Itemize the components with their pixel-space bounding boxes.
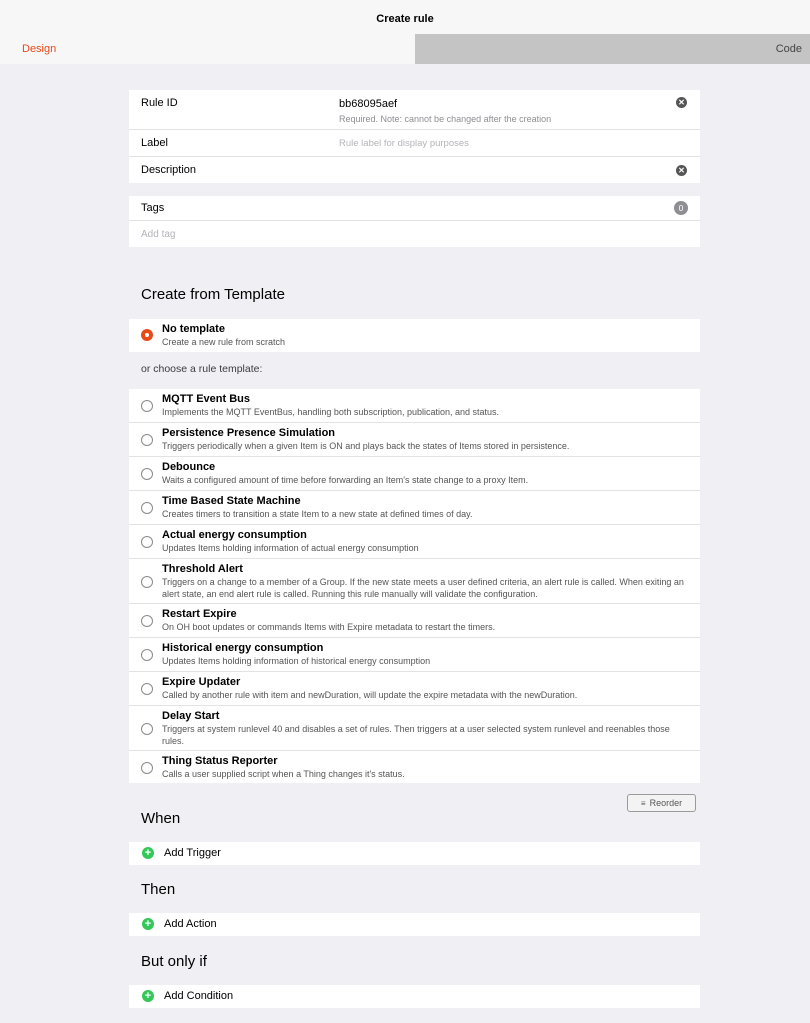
template-radio[interactable] <box>141 502 153 514</box>
no-template-title: No template <box>162 323 225 335</box>
template-list <box>129 389 700 783</box>
label-row <box>129 130 700 157</box>
clear-rule-id-icon[interactable]: ✕ <box>676 97 687 108</box>
template-title: MQTT Event Bus <box>162 393 251 405</box>
add-action-label: Add Action <box>164 918 217 930</box>
when-heading: When <box>141 810 181 827</box>
template-title: Expire Updater <box>162 676 241 688</box>
template-title: Delay Start <box>162 710 220 722</box>
template-option[interactable] <box>129 423 700 457</box>
label-input[interactable]: Rule label for display purposes <box>339 138 469 149</box>
template-desc: Triggers at system runlevel 40 and disables a set of rules. Then triggers at a user selected system runlevel and reenables those rules. <box>162 724 670 746</box>
template-title: Historical energy consumption <box>162 642 324 654</box>
tab-design[interactable]: Design <box>0 34 415 64</box>
template-option[interactable] <box>129 638 700 672</box>
choose-template-label: or choose a rule template: <box>141 363 263 375</box>
template-radio[interactable] <box>141 762 153 774</box>
template-option[interactable] <box>129 559 700 604</box>
template-radio[interactable] <box>141 723 153 735</box>
template-title: Debounce <box>162 461 216 473</box>
template-title: Persistence Presence Simulation <box>162 427 336 439</box>
template-desc: Updates Items holding information of historical energy consumption <box>162 656 431 666</box>
navbar <box>0 0 810 38</box>
add-condition-button[interactable] <box>129 985 700 1008</box>
no-template-desc: Create a new rule from scratch <box>162 337 286 347</box>
add-action-button[interactable] <box>129 913 700 936</box>
when-card <box>129 842 700 865</box>
template-radio[interactable] <box>141 400 153 412</box>
template-radio[interactable] <box>141 615 153 627</box>
template-title: Threshold Alert <box>162 563 243 575</box>
template-radio[interactable] <box>141 536 153 548</box>
only-if-card <box>129 985 700 1008</box>
add-trigger-label: Add Trigger <box>164 847 221 859</box>
template-option[interactable] <box>129 706 700 751</box>
template-title: Thing Status Reporter <box>162 755 278 767</box>
reorder-label: Reorder <box>649 798 683 808</box>
label-field-label: Label <box>141 137 168 149</box>
tags-card <box>129 196 700 247</box>
template-option[interactable] <box>129 491 700 525</box>
no-template-option[interactable] <box>129 319 700 352</box>
rule-id-row <box>129 90 700 130</box>
reorder-button[interactable] <box>627 794 696 812</box>
rule-info-card <box>129 90 700 183</box>
tab-code[interactable]: Code <box>415 34 810 64</box>
template-radio[interactable] <box>141 683 153 695</box>
template-option[interactable] <box>129 389 700 423</box>
template-desc: Waits a configured amount of time before forwarding an Item's state change to a proxy Item. <box>162 475 529 485</box>
template-desc: Updates Items holding information of actual energy consumption <box>162 543 419 553</box>
then-card <box>129 913 700 936</box>
tags-label: Tags <box>141 202 165 214</box>
template-radio[interactable] <box>141 649 153 661</box>
template-option[interactable] <box>129 604 700 638</box>
only-if-heading: But only if <box>141 953 207 970</box>
description-row <box>129 157 700 183</box>
template-desc: Called by another rule with item and newDuration, will update the expire metadata with the newDuration. <box>162 690 578 700</box>
template-title: Restart Expire <box>162 608 237 620</box>
template-radio[interactable] <box>141 576 153 588</box>
template-radio[interactable] <box>141 468 153 480</box>
template-option[interactable] <box>129 457 700 491</box>
no-template-card <box>129 319 700 352</box>
template-option[interactable] <box>129 672 700 706</box>
template-desc: Calls a user supplied script when a Thing changes it's status. <box>162 769 405 779</box>
add-tag-input[interactable]: Add tag <box>141 229 176 240</box>
tags-row <box>129 196 700 221</box>
add-action-icon: + <box>142 918 154 930</box>
add-tag-row <box>129 221 700 247</box>
template-title: Actual energy consumption <box>162 529 307 541</box>
template-title: Time Based State Machine <box>162 495 301 507</box>
template-option[interactable] <box>129 525 700 559</box>
template-option[interactable] <box>129 751 700 785</box>
template-desc: Creates timers to transition a state Item to a new state at defined times of day. <box>162 509 473 519</box>
add-trigger-icon: + <box>142 847 154 859</box>
rule-id-hint: Required. Note: cannot be changed after the creation <box>339 114 552 124</box>
template-desc: Triggers on a change to a member of a Group. If the new state meets a user defined criteria, an alert rule is called. When exiting an alert state, an end alert rule is called. Running this rule manually will validate the configuration. <box>162 577 684 599</box>
add-condition-label: Add Condition <box>164 990 234 1002</box>
description-field-label: Description <box>141 164 197 176</box>
rule-id-label: Rule ID <box>141 97 178 109</box>
no-template-radio[interactable] <box>141 329 153 341</box>
add-trigger-button[interactable] <box>129 842 700 865</box>
template-radio[interactable] <box>141 434 153 446</box>
template-desc: Triggers periodically when a given Item is ON and plays back the states of Items stored in persistence. <box>162 441 570 451</box>
template-desc: Implements the MQTT EventBus, handling both subscription, publication, and status. <box>162 407 500 417</box>
reorder-icon: ≡ <box>640 799 646 808</box>
then-heading: Then <box>141 881 176 898</box>
clear-description-icon[interactable]: ✕ <box>676 165 687 176</box>
tab-bar <box>0 34 810 64</box>
template-heading: Create from Template <box>141 286 285 303</box>
page-title: Create rule <box>376 13 434 25</box>
rule-id-input[interactable]: bb68095aef <box>339 98 398 110</box>
tags-count-badge: 0 <box>674 201 688 215</box>
template-desc: On OH boot updates or commands Items with Expire metadata to restart the timers. <box>162 622 496 632</box>
add-condition-icon: + <box>142 990 154 1002</box>
